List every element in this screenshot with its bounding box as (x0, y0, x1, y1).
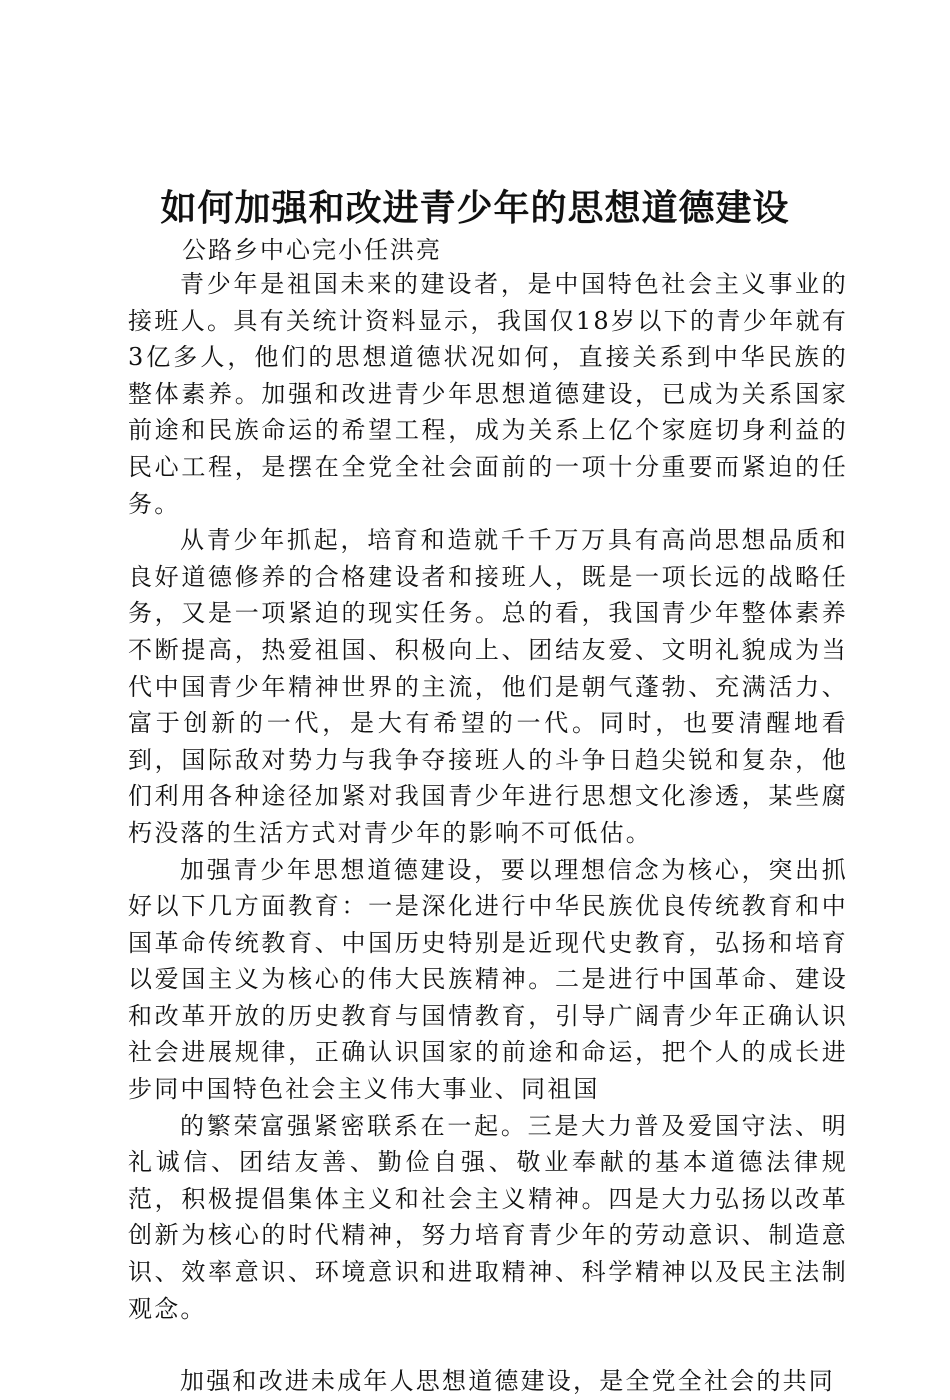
paragraph-4: 的繁荣富强紧密联系在一起。三是大力普及爱国守法、明礼诚信、团结友善、勤俭自强、敬业奉献的基本道德法律规范，积极提倡集体主义和社会主义精神。四是大力弘扬以改革创新为核心的时代精神，努力培育青少年的劳动意识、制造意识、效率意识、环境意识和进取精神、科学精神以及民主法制观念。 (128, 1111, 848, 1323)
paragraph-1: 青少年是祖国未来的建设者，是中国特色社会主义事业的接班人。具有关统计资料显示，我国仅18岁以下的青少年就有3亿多人，他们的思想道德状况如何，直接关系到中华民族的整体素养。加强和改进青少年思想道德建设，已成为关系国家前途和民族命运的希望工程，成为关系上亿个家庭切身利益的民心工程，是摆在全党全社会面前的一项十分重要而紧迫的任务。 (128, 270, 848, 518)
author-line: 公路乡中心完小任洪亮 (182, 236, 442, 264)
document-title: 如何加强和改进青少年的思想道德建设 (160, 187, 790, 229)
paragraph-5: 加强和改进未成年人思想道德建设，是全党全社会的共同 (180, 1367, 835, 1396)
document-body (128, 266, 848, 1400)
paragraph-2: 从青少年抓起，培育和造就千千万万具有高尚思想品质和良好道德修养的合格建设者和接班人，既是一项长远的战略任务，又是一项紧迫的现实任务。总的看，我国青少年整体素养不断提高，热爱祖国、积极向上、团结友爱、文明礼貌成为当代中国青少年精神世界的主流，他们是朝气蓬勃、充满活力、富于创新的一代，是大有希望的一代。同时，也要清醒地看到，国际敌对势力与我争夺接班人的斗争日趋尖锐和复杂，他们利用各种途径加紧对我国青少年进行思想文化渗透，某些腐朽没落的生活方式对青少年的影响不可低估。 (128, 526, 848, 847)
paragraph-3: 加强青少年思想道德建设，要以理想信念为核心，突出抓好以下几方面教育：一是深化进行中华民族优良传统教育和中国革命传统教育、中国历史特别是近现代史教育，弘扬和培育以爱国主义为核心的伟大民族精神。二是进行中国革命、建设和改革开放的历史教育与国情教育，引导广阔青少年正确认识社会进展规律，正确认识国家的前途和命运，把个人的成长进步同中国特色社会主义伟大事业、同祖国 (128, 855, 848, 1104)
